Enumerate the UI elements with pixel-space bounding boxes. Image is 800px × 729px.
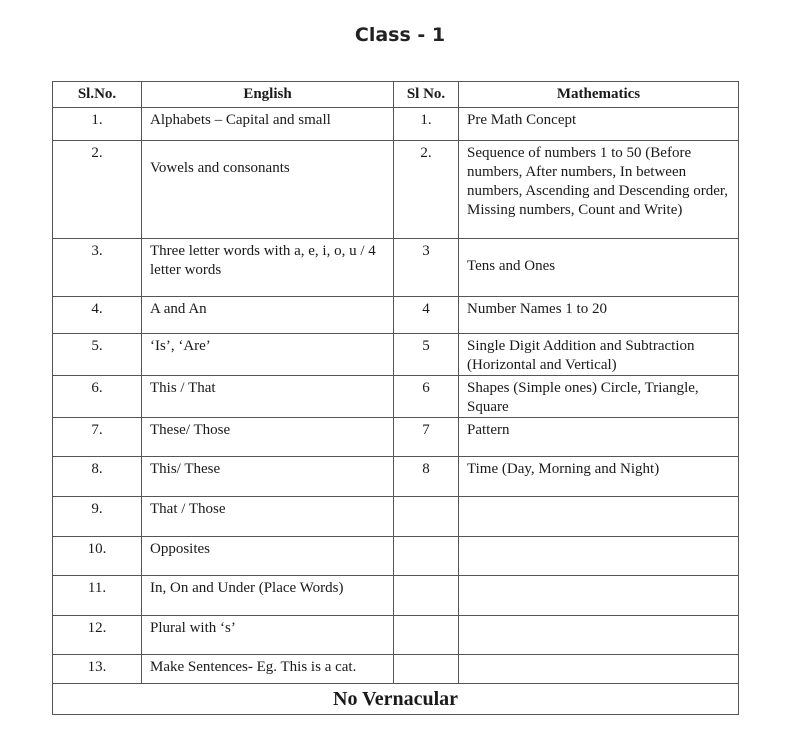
english-topic: Plural with ‘s’ xyxy=(142,616,394,655)
header-sl-english: Sl.No. xyxy=(53,82,142,108)
footer-row xyxy=(53,684,739,715)
english-topic: Make Sentences- Eg. This is a cat. xyxy=(142,655,394,684)
english-sl-no: 2. xyxy=(53,141,142,239)
page-title: Class - 1 xyxy=(354,24,446,46)
math-sl-no: 4 xyxy=(394,297,459,334)
math-sl-no: 3 xyxy=(394,239,459,297)
english-topic: Vowels and consonants xyxy=(142,141,394,239)
header-row xyxy=(53,82,739,108)
english-sl-no: 5. xyxy=(53,334,142,376)
table-row xyxy=(53,537,739,576)
math-sl-no: 1. xyxy=(394,108,459,141)
table-row xyxy=(53,239,739,297)
math-topic: Time (Day, Morning and Night) xyxy=(459,457,739,497)
math-sl-no: 7 xyxy=(394,418,459,457)
english-sl-no: 11. xyxy=(53,576,142,616)
math-sl-no: 5 xyxy=(394,334,459,376)
math-sl-no xyxy=(394,616,459,655)
math-topic xyxy=(459,497,739,537)
math-sl-no xyxy=(394,497,459,537)
english-topic: Opposites xyxy=(142,537,394,576)
math-topic: Pattern xyxy=(459,418,739,457)
header-english: English xyxy=(142,82,394,108)
math-sl-no: 8 xyxy=(394,457,459,497)
footer-note: No Vernacular xyxy=(53,684,739,715)
english-topic: ‘Is’, ‘Are’ xyxy=(142,334,394,376)
table-row xyxy=(53,334,739,376)
table-row xyxy=(53,616,739,655)
english-topic: A and An xyxy=(142,297,394,334)
math-sl-no: 6 xyxy=(394,376,459,418)
header-sl-math: Sl No. xyxy=(394,82,459,108)
english-sl-no: 7. xyxy=(53,418,142,457)
math-topic: Sequence of numbers 1 to 50 (Before numbers, After numbers, In between numbers, Ascending and Descending order, Missing numbers, Count and Write) xyxy=(459,141,739,239)
math-sl-no xyxy=(394,537,459,576)
math-topic: Tens and Ones xyxy=(459,239,739,297)
english-sl-no: 12. xyxy=(53,616,142,655)
table-row xyxy=(53,376,739,418)
math-topic xyxy=(459,616,739,655)
english-sl-no: 8. xyxy=(53,457,142,497)
math-topic xyxy=(459,537,739,576)
math-topic xyxy=(459,576,739,616)
english-sl-no: 3. xyxy=(53,239,142,297)
math-sl-no xyxy=(394,655,459,684)
table-row xyxy=(53,418,739,457)
english-topic: Alphabets – Capital and small xyxy=(142,108,394,141)
math-topic xyxy=(459,655,739,684)
table-row xyxy=(53,141,739,239)
math-topic: Shapes (Simple ones) Circle, Triangle, Square xyxy=(459,376,739,418)
math-topic: Number Names 1 to 20 xyxy=(459,297,739,334)
math-topic: Single Digit Addition and Subtraction (Horizontal and Vertical) xyxy=(459,334,739,376)
math-sl-no xyxy=(394,576,459,616)
table-row xyxy=(53,655,739,684)
english-sl-no: 10. xyxy=(53,537,142,576)
table-row xyxy=(53,497,739,537)
table-row xyxy=(53,108,739,141)
math-topic: Pre Math Concept xyxy=(459,108,739,141)
english-sl-no: 13. xyxy=(53,655,142,684)
english-topic: This/ These xyxy=(142,457,394,497)
english-topic: Three letter words with a, e, i, o, u / 4 letter words xyxy=(142,239,394,297)
header-mathematics: Mathematics xyxy=(459,82,739,108)
english-sl-no: 6. xyxy=(53,376,142,418)
english-sl-no: 1. xyxy=(53,108,142,141)
table-row xyxy=(53,457,739,497)
table-row xyxy=(53,576,739,616)
math-sl-no: 2. xyxy=(394,141,459,239)
english-sl-no: 9. xyxy=(53,497,142,537)
table-row xyxy=(53,297,739,334)
english-topic: This / That xyxy=(142,376,394,418)
english-topic: In, On and Under (Place Words) xyxy=(142,576,394,616)
english-topic: That / Those xyxy=(142,497,394,537)
syllabus-table xyxy=(52,81,739,715)
english-topic: These/ Those xyxy=(142,418,394,457)
english-sl-no: 4. xyxy=(53,297,142,334)
